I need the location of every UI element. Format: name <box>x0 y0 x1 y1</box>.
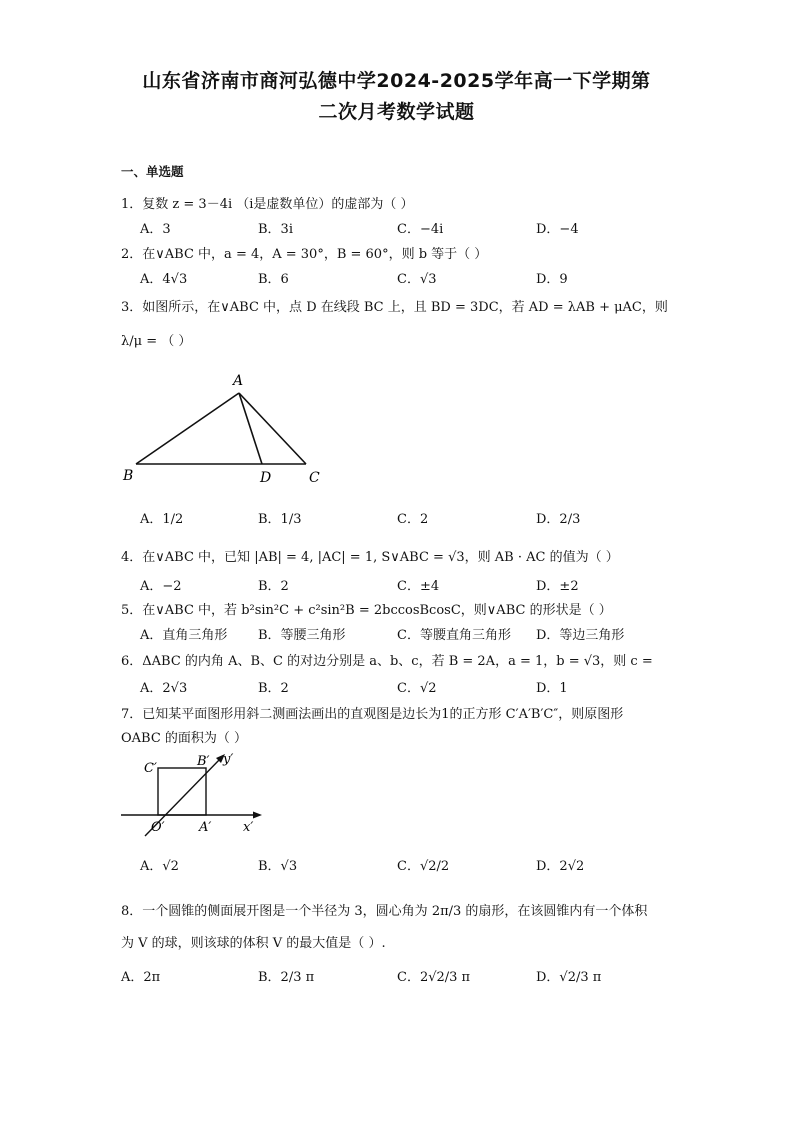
question-8-text-line-2: 为 V 的球，则该球的体积 V 的最大值是（ ）. <box>121 936 386 951</box>
question-4-number: 4． <box>121 550 143 565</box>
oblique-square-figure <box>115 748 275 838</box>
q7-option-b: B．√3 <box>258 859 298 874</box>
question-8 <box>121 900 647 919</box>
q1-option-b: B．3i <box>258 222 293 237</box>
q3-option-b: B．1/3 <box>258 512 302 527</box>
question-6 <box>121 650 653 669</box>
label-c-prime: C′ <box>144 761 157 776</box>
paper-title-line-2: 二次月考数学试题 <box>318 101 475 123</box>
question-7-number: 7． <box>121 707 143 722</box>
question-3-text-line-2: λ/μ = （ ） <box>121 334 192 349</box>
question-2-text: 在∨ABC 中，a = 4，A = 30°，B = 60°，则 b 等于（ ） <box>142 247 488 262</box>
q7-option-c: C．√2/2 <box>397 859 450 874</box>
q6-option-a: A．2√3 <box>140 681 188 696</box>
question-6-text: ΔABC 的内角 A、B、C 的对边分别是 a、b、c，若 B = 2A，a = 1，b = √3，则 c = <box>142 654 653 669</box>
q1-option-c: C．−4i <box>397 222 444 237</box>
question-5-text: 在∨ABC 中，若 b²sin²C + c²sin²B = 2bccosBcosC，则∨ABC 的形状是（ ） <box>142 603 612 618</box>
question-7 <box>121 703 623 722</box>
q5-option-d: D．等边三角形 <box>536 628 625 643</box>
q1-option-d: D．−4 <box>536 222 579 237</box>
question-1-text: 复数 z = 3－4i （i是虚数单位）的虚部为（ ） <box>142 197 414 212</box>
question-5 <box>121 599 612 618</box>
segment-ac <box>239 393 306 464</box>
question-1 <box>121 193 414 212</box>
question-2 <box>121 243 487 262</box>
q4-option-a: A．−2 <box>140 579 182 594</box>
q1-option-a: A．3 <box>140 222 171 237</box>
q3-option-c: C．2 <box>397 512 429 527</box>
q2-option-c: C．√3 <box>397 272 437 287</box>
q4-option-c: C．±4 <box>397 579 440 594</box>
label-b: B <box>123 468 134 484</box>
label-a-prime: A′ <box>199 820 212 835</box>
q8-option-b: B．2/3 π <box>258 970 315 985</box>
label-c: C <box>309 470 320 486</box>
label-x-prime: x′ <box>243 820 254 835</box>
section-heading: 一、单选题 <box>121 164 184 179</box>
q2-option-a: A．4√3 <box>140 272 188 287</box>
question-7-text-line-1: 已知某平面图形用斜二测画法画出的直观图是边长为1的正方形 C′A′B′C″，则原图形 <box>142 707 624 722</box>
q6-option-d: D．1 <box>536 681 568 696</box>
question-4-text: 在∨ABC 中，已知 |AB| = 4, |AC| = 1, S∨ABC = √3，则 AB · AC 的值为（ ） <box>142 550 619 565</box>
question-3-text-line-1: 如图所示，在∨ABC 中，点 D 在线段 BC 上，且 BD = 3DC，若 AD = λAB + μAC，则 <box>142 300 668 315</box>
segment-ab <box>136 393 239 464</box>
question-4 <box>121 546 619 565</box>
q4-option-b: B．2 <box>258 579 289 594</box>
q7-option-a: A．√2 <box>140 859 179 874</box>
question-8-text-line-1: 一个圆锥的侧面展开图是一个半径为 3，圆心角为 2π/3 的扇形，在该圆锥内有一个体积 <box>142 904 648 919</box>
paper-title-line-1: 山东省济南市商河弘德中学2024-2025学年高一下学期第 <box>142 70 651 92</box>
q3-option-d: D．2/3 <box>536 512 581 527</box>
q5-option-a: A．直角三角形 <box>140 628 228 643</box>
triangle-figure <box>115 368 335 488</box>
q8-option-c: C．2√2/3 π <box>397 970 471 985</box>
label-d: D <box>260 470 272 486</box>
q2-option-b: B．6 <box>258 272 289 287</box>
question-3 <box>121 296 668 315</box>
label-a: A <box>233 373 244 389</box>
q5-option-b: B．等腰三角形 <box>258 628 346 643</box>
label-o-prime: O′ <box>151 820 165 835</box>
q2-option-d: D．9 <box>536 272 568 287</box>
q5-option-c: C．等腰直角三角形 <box>397 628 511 643</box>
question-8-number: 8． <box>121 904 143 919</box>
question-1-number: 1． <box>121 197 143 212</box>
question-7-text-line-2: OABC 的面积为（ ） <box>121 731 248 746</box>
x-axis-arrow-icon <box>253 812 262 819</box>
question-3-number: 3． <box>121 300 143 315</box>
label-y-prime: y′ <box>223 752 234 767</box>
q7-option-d: D．2√2 <box>536 859 585 874</box>
q3-option-a: A．1/2 <box>140 512 184 527</box>
q8-option-d: D．√2/3 π <box>536 970 602 985</box>
q4-option-d: D．±2 <box>536 579 579 594</box>
question-2-number: 2． <box>121 247 143 262</box>
q6-option-c: C．√2 <box>397 681 437 696</box>
square-c-o-a-b <box>158 768 206 815</box>
question-5-number: 5． <box>121 603 143 618</box>
question-6-number: 6． <box>121 654 143 669</box>
q8-option-a: A．2π <box>121 970 161 985</box>
segment-ad <box>239 393 262 464</box>
label-b-prime: B′ <box>197 754 210 769</box>
q6-option-b: B．2 <box>258 681 289 696</box>
